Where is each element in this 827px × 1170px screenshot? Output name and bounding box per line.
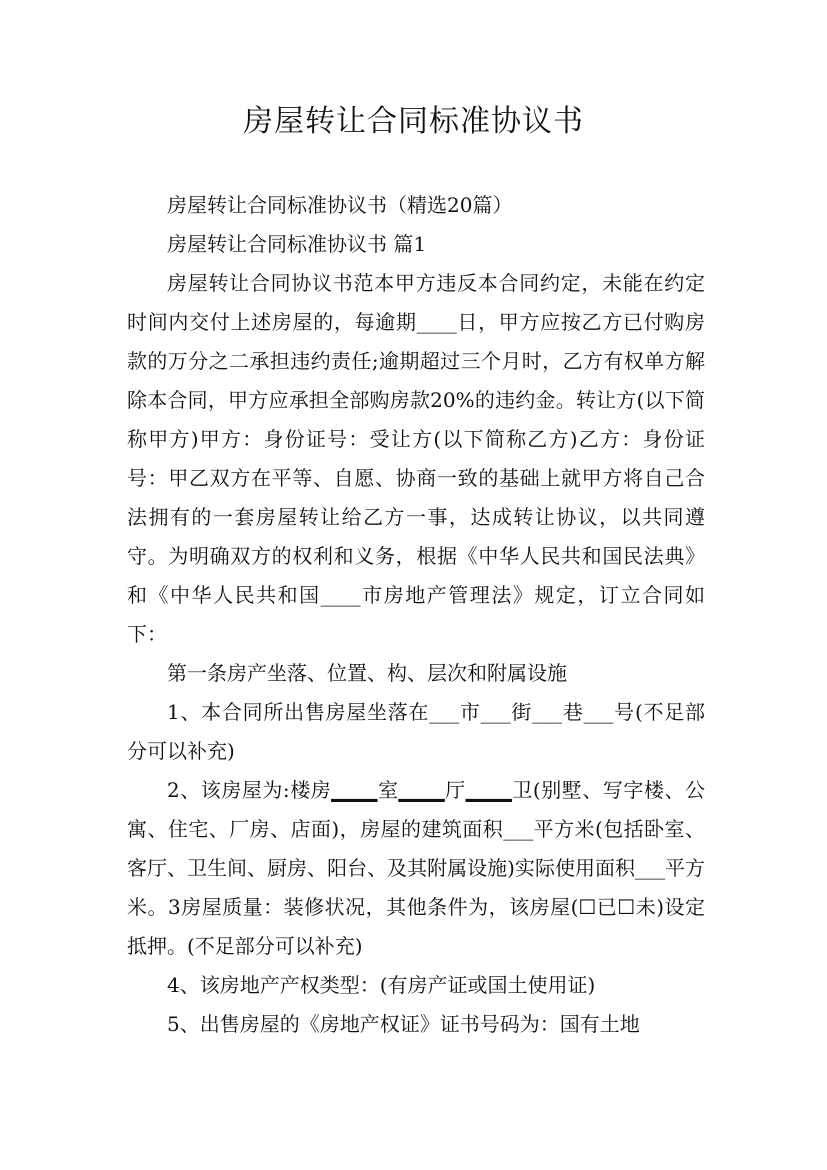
paragraph-clause-2: 2、该房屋为:楼房▁▁▁室▁▁▁厅▁▁▁卫(别墅、写字楼、公寓、住宅、厂房、店面)，房屋的建筑面积___平方米(包括卧室、客厅、卫生间、厨房、阳台、及其附属设施)实际使用面积___平方米。3房屋质量：装修状况，其他条件为，该房屋(☐已☐未)设定抵押。(不足部分可以补充) xyxy=(127,778,705,958)
document-title: 房屋转让合同标准协议书 xyxy=(243,104,584,139)
paragraph-clause-5: 5、出售房屋的《房地产权证》证书号码为：国有土地 xyxy=(167,1012,640,1036)
paragraph-section-heading: 房屋转让合同标准协议书 篇1 xyxy=(167,232,427,256)
paragraph-preamble: 房屋转让合同协议书范本甲方违反本合同约定，未能在约定时间内交付上述房屋的，每逾期____日，甲方应按乙方已付购房款的万分之二承担违约责任;逾期超过三个月时，乙方有权单方解除本合同，甲方应承担全部购房款20%的违约金。转让方(以下简称甲方)甲方：身份证号：受让方(以下简称乙方)乙方：身份证号：甲乙双方在平等、自愿、协商一致的基础上就甲方将自己合法拥有的一套房屋转让给乙方一事，达成转让协议，以共同遵守。为明确双方的权利和义务，根据《中华人民共和国民法典》和《中华人民共和国____市房地产管理法》规定，订立合同如下： xyxy=(127,271,705,646)
document-body xyxy=(127,186,705,1044)
paragraph-clause-4: 4、该房地产产权类型：(有房产证或国土使用证) xyxy=(167,973,596,997)
paragraph-article-one: 第一条房产坐落、位置、构、层次和附属设施 xyxy=(167,661,567,685)
paragraph-subtitle: 房屋转让合同标准协议书（精选20篇） xyxy=(167,193,513,217)
paragraph-clause-1: 1、本合同所出售房屋坐落在___市___街___巷___号(不足部分可以补充) xyxy=(127,700,705,763)
